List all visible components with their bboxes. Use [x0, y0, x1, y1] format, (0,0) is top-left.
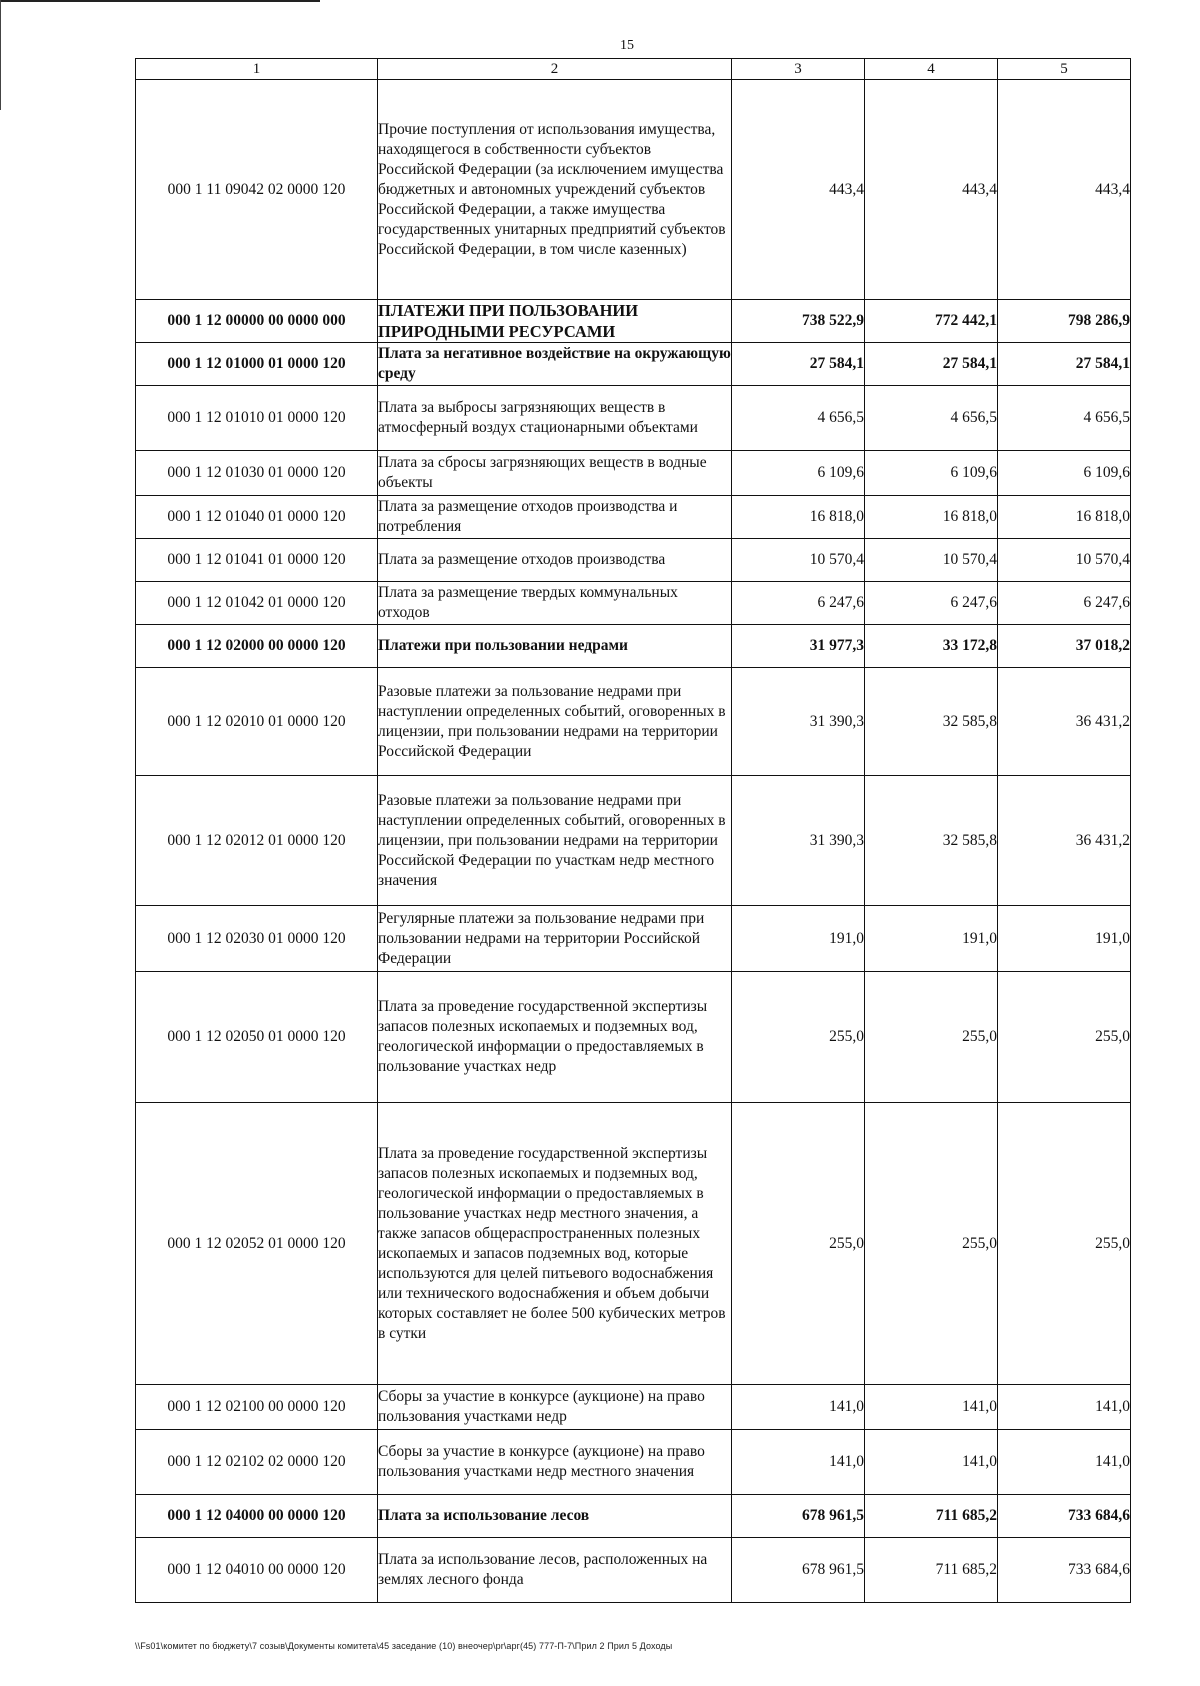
table-row: [136, 386, 1131, 451]
amount-col4: 6 109,6: [865, 451, 998, 496]
table-row: [136, 80, 1131, 300]
budget-code: 000 1 12 02010 01 0000 120: [136, 668, 378, 776]
budget-code: 000 1 12 01042 01 0000 120: [136, 582, 378, 625]
revenue-name: Плата за проведение государственной экспертизы запасов полезных ископаемых и подземных вод, геологической информации о предоставляемых в пользование участках недр местного значения, а также запасов общераспространенных полезных ископаемых и запасов подземных вод, которые используются для целей питьевого водоснабжения или технического водоснабжения и объем добычи которых составляет не более 500 кубических метров в сутки: [378, 1103, 732, 1385]
amount-col3: 191,0: [732, 906, 865, 972]
amount-col4: 33 172,8: [865, 625, 998, 668]
table-row: [136, 972, 1131, 1103]
budget-code: 000 1 12 02012 01 0000 120: [136, 776, 378, 906]
amount-col3: 255,0: [732, 972, 865, 1103]
amount-col3: 6 247,6: [732, 582, 865, 625]
amount-col5: 733 684,6: [998, 1538, 1131, 1603]
amount-col5: 191,0: [998, 906, 1131, 972]
table-row: [136, 625, 1131, 668]
amount-col5: 36 431,2: [998, 668, 1131, 776]
table-row: [136, 343, 1131, 386]
revenue-name: Разовые платежи за пользование недрами при наступлении определенных событий, оговоренных в лицензии, при пользовании недрами на территории Российской Федерации: [378, 668, 732, 776]
amount-col4: 27 584,1: [865, 343, 998, 386]
amount-col4: 6 247,6: [865, 582, 998, 625]
column-header-3: 3: [732, 59, 865, 80]
table-row: [136, 906, 1131, 972]
amount-col4: 141,0: [865, 1430, 998, 1495]
column-header-1: 1: [136, 59, 378, 80]
column-number-header-row: [136, 59, 1131, 80]
revenue-name: Прочие поступления от использования имущества, находящегося в собственности субъектов Российской Федерации (за исключением имущества бюджетных и автономных учреждений субъектов Российской Федерации, а также имущества государственных унитарных предприятий субъектов Российской Федерации, в том числе казенных): [378, 80, 732, 300]
amount-col5: 141,0: [998, 1430, 1131, 1495]
budget-code: 000 1 11 09042 02 0000 120: [136, 80, 378, 300]
revenue-name: Сборы за участие в конкурсе (аукционе) на право пользования участками недр местного значения: [378, 1430, 732, 1495]
amount-col5: 255,0: [998, 1103, 1131, 1385]
revenue-table: [135, 58, 1131, 1603]
table-row: [136, 539, 1131, 582]
amount-col4: 443,4: [865, 80, 998, 300]
amount-col4: 255,0: [865, 972, 998, 1103]
table-row: [136, 668, 1131, 776]
scan-edge-line-left: [0, 0, 1, 110]
budget-code: 000 1 12 02102 02 0000 120: [136, 1430, 378, 1495]
budget-code: 000 1 12 02000 00 0000 120: [136, 625, 378, 668]
revenue-name: Платежи при пользовании недрами: [378, 625, 732, 668]
column-header-4: 4: [865, 59, 998, 80]
amount-col3: 31 390,3: [732, 776, 865, 906]
amount-col4: 711 685,2: [865, 1495, 998, 1538]
budget-code: 000 1 12 04010 00 0000 120: [136, 1538, 378, 1603]
amount-col5: 141,0: [998, 1385, 1131, 1430]
amount-col5: 798 286,9: [998, 300, 1131, 343]
amount-col3: 6 109,6: [732, 451, 865, 496]
budget-code: 000 1 12 04000 00 0000 120: [136, 1495, 378, 1538]
amount-col3: 141,0: [732, 1430, 865, 1495]
amount-col5: 16 818,0: [998, 496, 1131, 539]
revenue-name: Плата за размещение твердых коммунальных отходов: [378, 582, 732, 625]
amount-col4: 32 585,8: [865, 776, 998, 906]
table-row: [136, 451, 1131, 496]
column-header-2: 2: [378, 59, 732, 80]
table-row: [136, 1495, 1131, 1538]
amount-col4: 255,0: [865, 1103, 998, 1385]
amount-col3: 27 584,1: [732, 343, 865, 386]
budget-code: 000 1 12 01010 01 0000 120: [136, 386, 378, 451]
amount-col5: 733 684,6: [998, 1495, 1131, 1538]
table-row: [136, 1538, 1131, 1603]
budget-code: 000 1 12 01000 01 0000 120: [136, 343, 378, 386]
amount-col5: 255,0: [998, 972, 1131, 1103]
revenue-name: Плата за негативное воздействие на окружающую среду: [378, 343, 732, 386]
amount-col3: 678 961,5: [732, 1495, 865, 1538]
budget-code: 000 1 12 01041 01 0000 120: [136, 539, 378, 582]
amount-col4: 4 656,5: [865, 386, 998, 451]
scan-edge-line: [0, 0, 320, 2]
amount-col4: 772 442,1: [865, 300, 998, 343]
revenue-name: Плата за использование лесов, расположенных на землях лесного фонда: [378, 1538, 732, 1603]
amount-col5: 27 584,1: [998, 343, 1131, 386]
revenue-name: Регулярные платежи за пользование недрами при пользовании недрами на территории Российской Федерации: [378, 906, 732, 972]
table-row: [136, 496, 1131, 539]
amount-col5: 36 431,2: [998, 776, 1131, 906]
amount-col4: 10 570,4: [865, 539, 998, 582]
table-row: [136, 300, 1131, 343]
amount-col5: 10 570,4: [998, 539, 1131, 582]
budget-code: 000 1 12 02052 01 0000 120: [136, 1103, 378, 1385]
column-header-5: 5: [998, 59, 1131, 80]
revenue-name: Плата за размещение отходов производства и потребления: [378, 496, 732, 539]
budget-code: 000 1 12 00000 00 0000 000: [136, 300, 378, 343]
file-path-footer: \\Fs01\комитет по бюджету\7 созыв\Документы комитета\45 заседание (10) внеочер\pr\арг(45) 777-П-7\Прил 2 Прил 5 Доходы: [135, 1641, 673, 1651]
amount-col5: 4 656,5: [998, 386, 1131, 451]
amount-col5: 443,4: [998, 80, 1131, 300]
revenue-name: Плата за использование лесов: [378, 1495, 732, 1538]
amount-col3: 255,0: [732, 1103, 865, 1385]
revenue-name: Плата за выбросы загрязняющих веществ в атмосферный воздух стационарными объектами: [378, 386, 732, 451]
budget-code: 000 1 12 02050 01 0000 120: [136, 972, 378, 1103]
amount-col4: 191,0: [865, 906, 998, 972]
amount-col4: 16 818,0: [865, 496, 998, 539]
amount-col5: 6 247,6: [998, 582, 1131, 625]
revenue-name: Плата за размещение отходов производства: [378, 539, 732, 582]
revenue-name: Плата за сбросы загрязняющих веществ в водные объекты: [378, 451, 732, 496]
revenue-name: Сборы за участие в конкурсе (аукционе) на право пользования участками недр: [378, 1385, 732, 1430]
amount-col3: 443,4: [732, 80, 865, 300]
amount-col3: 31 390,3: [732, 668, 865, 776]
amount-col4: 32 585,8: [865, 668, 998, 776]
revenue-name: ПЛАТЕЖИ ПРИ ПОЛЬЗОВАНИИ ПРИРОДНЫМИ РЕСУРСАМИ: [378, 300, 732, 343]
amount-col3: 678 961,5: [732, 1538, 865, 1603]
amount-col5: 37 018,2: [998, 625, 1131, 668]
table-row: [136, 582, 1131, 625]
amount-col3: 141,0: [732, 1385, 865, 1430]
table-row: [136, 1103, 1131, 1385]
amount-col3: 16 818,0: [732, 496, 865, 539]
table-row: [136, 1385, 1131, 1430]
budget-code: 000 1 12 02030 01 0000 120: [136, 906, 378, 972]
revenue-name: Разовые платежи за пользование недрами при наступлении определенных событий, оговоренных в лицензии, при пользовании недрами на территории Российской Федерации по участкам недр местного значения: [378, 776, 732, 906]
amount-col4: 141,0: [865, 1385, 998, 1430]
budget-code: 000 1 12 01040 01 0000 120: [136, 496, 378, 539]
budget-code: 000 1 12 01030 01 0000 120: [136, 451, 378, 496]
amount-col3: 31 977,3: [732, 625, 865, 668]
amount-col3: 10 570,4: [732, 539, 865, 582]
amount-col3: 4 656,5: [732, 386, 865, 451]
amount-col3: 738 522,9: [732, 300, 865, 343]
budget-code: 000 1 12 02100 00 0000 120: [136, 1385, 378, 1430]
amount-col5: 6 109,6: [998, 451, 1131, 496]
table-row: [136, 1430, 1131, 1495]
amount-col4: 711 685,2: [865, 1538, 998, 1603]
revenue-name: Плата за проведение государственной экспертизы запасов полезных ископаемых и подземных вод, геологической информации о предоставляемых в пользование участках недр: [378, 972, 732, 1103]
table-row: [136, 776, 1131, 906]
page-number: 15: [620, 38, 634, 53]
